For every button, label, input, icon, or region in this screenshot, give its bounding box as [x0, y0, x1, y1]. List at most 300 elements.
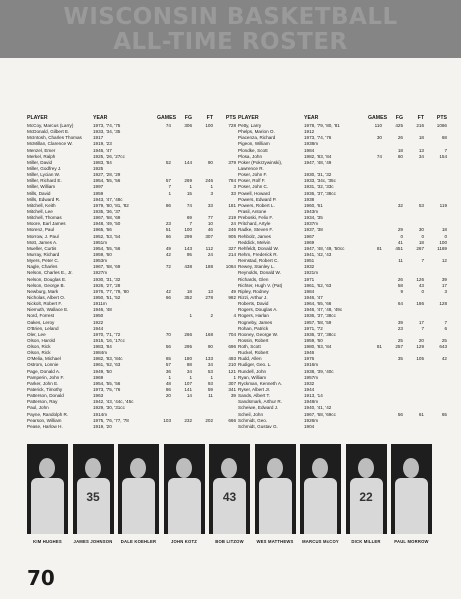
player-years: 1963: [93, 393, 104, 399]
player-name: Roth, Scott: [238, 344, 261, 350]
pts-value: 42: [441, 356, 447, 362]
pts-value: 4: [233, 313, 236, 319]
player-name: Ripley, Rodney: [238, 288, 269, 294]
player-years: 1967, '68, '69: [93, 215, 121, 221]
fg-value: 18: [397, 147, 403, 153]
player-years: 1952, '53, '54: [93, 233, 121, 239]
fg-value: 18: [186, 288, 192, 294]
ft-value: 90: [207, 344, 213, 350]
header-pts: PTS: [436, 115, 447, 121]
pts-value: 728: [228, 123, 236, 128]
player-jersey-shape: [395, 478, 428, 534]
player-name: Mitchell, Lee: [27, 208, 53, 214]
player-years: 1950: [93, 313, 104, 319]
games-value: 81: [376, 245, 382, 251]
player-name: Pamperin, John F.: [27, 374, 65, 380]
fg-value: 32: [397, 202, 403, 208]
photo-caption: PAUL MORROW: [394, 539, 429, 544]
player-head-shape: [403, 458, 419, 478]
ft-value: 7: [421, 325, 424, 331]
pts-value: 327: [228, 245, 236, 251]
player-name: O'Melia, Michael: [27, 356, 61, 362]
player-name: Rogers, Douglas A.: [238, 307, 278, 313]
fg-value: 143: [184, 245, 192, 251]
ft-value: 0: [421, 233, 424, 239]
games-value: 86: [165, 387, 171, 393]
games-value: 42: [165, 251, 171, 257]
player-years: 1946, '48: [93, 307, 112, 313]
player-years: 1929, '30, '31cc: [93, 405, 125, 411]
player-jersey-shape: [213, 478, 246, 534]
player-years: 1971: [304, 276, 315, 282]
fg-value: 100: [184, 227, 192, 233]
games-value: 81: [376, 344, 382, 350]
player-name: Phelps, Marion O.: [238, 129, 275, 135]
player-name: Radke, Steven F.: [238, 227, 273, 233]
ft-value: 53: [207, 368, 213, 374]
fg-value: 1: [189, 374, 192, 380]
player-years: 1944: [304, 387, 315, 393]
player-years: 1965, '66: [93, 227, 112, 233]
player-name: McCoy, Marcus (Larry): [27, 123, 74, 128]
games-value: 7: [168, 184, 171, 190]
fg-value: 257: [395, 344, 403, 350]
player-years: 1947, '48, '49, '50cc: [304, 245, 345, 251]
player-name: Rehfeldt, Donald W.: [238, 245, 279, 251]
games-value: 74: [376, 153, 382, 159]
player-name: Rudiger, Geo. L.: [238, 362, 272, 368]
player-name: Patterson, Ray: [27, 399, 58, 405]
player-years: 1936, '37, '38cc: [304, 190, 336, 196]
pts-value: 0: [444, 233, 447, 239]
player-head-shape: [221, 458, 237, 478]
player-name: Patterson, Donald: [27, 393, 64, 399]
games-value: 86: [165, 202, 171, 208]
player-years: 1925: [93, 165, 104, 171]
ft-value: 1: [210, 184, 213, 190]
player-name: Sandsmark, Arthur R.: [238, 399, 282, 405]
games-value: 1: [168, 374, 171, 380]
player-photo: [118, 444, 159, 534]
player-years: 1933, '34c, '35c: [304, 178, 336, 184]
pts-value: 6: [444, 325, 447, 331]
player-years: 1913, '14: [304, 393, 323, 399]
player-years: 1957, '58, '59: [304, 319, 332, 325]
player-name: Rehm, Frederick R.: [238, 251, 278, 257]
player-name: Olson, Harold: [27, 337, 56, 343]
player-name: Poker (Pokrzywinski),: [238, 159, 283, 165]
player-years: 1971, '72: [304, 325, 323, 331]
player-photo: [27, 444, 68, 534]
player-years: 1947, '48, '49: [304, 159, 332, 165]
ft-value: 278: [205, 294, 213, 300]
ft-value: 168: [205, 331, 213, 337]
roster-column-left: [27, 115, 245, 430]
fg-value: 34: [186, 368, 192, 374]
player-years: 1944: [93, 325, 104, 331]
games-value: 74: [165, 123, 171, 128]
player-name: Richter, Hugh V. (Pat): [238, 282, 283, 288]
player-name: Schmidt, Geo.: [238, 417, 268, 423]
player-years: 1961, '62, '63: [304, 282, 332, 288]
games-value: 110: [374, 123, 382, 128]
player-photo: [300, 444, 341, 534]
ft-value: 13: [418, 147, 424, 153]
player-years: 1949, '50: [93, 368, 112, 374]
player-years: 1959, '60: [304, 337, 323, 343]
jersey-number: 22: [359, 490, 373, 504]
player-name: Miller, Lycian W.: [27, 172, 61, 178]
player-years: 1967, '68, '69: [93, 264, 121, 270]
pts-value: 1064: [225, 264, 236, 270]
player-photo: [164, 444, 205, 534]
player-years: 1919, '23: [93, 141, 112, 147]
pts-value: 643: [439, 344, 447, 350]
header-ft: FT: [206, 115, 213, 121]
ft-value: 246: [205, 178, 213, 184]
header-games: GAMES: [157, 115, 177, 121]
pts-value: 1066: [436, 123, 447, 128]
player-years: 1937, '38: [304, 227, 323, 233]
player-years: 1978, '79, '80, '81: [304, 123, 340, 128]
player-name: Nelson, Charles E., Jr.: [27, 270, 73, 276]
pts-value: 121: [228, 368, 236, 374]
player-years: 1983, '84: [93, 159, 112, 165]
ft-value: 202: [205, 417, 213, 423]
player-name: Powell, Howard: [238, 190, 270, 196]
player-name: Mills, David: [27, 190, 51, 196]
player-years: 1954, '55, '56: [93, 380, 121, 386]
ft-value: 1: [210, 374, 213, 380]
player-years: 1946, '47: [304, 294, 323, 300]
fg-value: 15: [186, 190, 192, 196]
player-jersey-shape: [77, 478, 110, 534]
pts-value: 24: [230, 221, 236, 227]
player-years: 1982, '83, '84: [304, 153, 332, 159]
games-value: 49: [165, 245, 171, 251]
player-years: 1937m: [304, 221, 319, 227]
ft-value: 18: [418, 135, 424, 141]
player-years: 1948, '49, '50: [93, 221, 121, 227]
pts-value: 219: [228, 215, 236, 221]
fg-value: 266: [184, 331, 192, 337]
player-head-shape: [176, 458, 192, 478]
player-name: Paul, John: [27, 405, 49, 411]
pts-value: 100: [439, 239, 447, 245]
ft-value: 2: [210, 313, 213, 319]
header-ft: FT: [417, 115, 424, 121]
ft-value: 13: [207, 288, 213, 294]
ft-value: 20: [418, 337, 424, 343]
ft-value: 112: [205, 245, 213, 251]
player-name: Miller, Richard E.: [27, 178, 62, 184]
ft-value: 33: [207, 202, 213, 208]
photo-caption: JOHN KOTZ: [171, 539, 197, 544]
fg-value: 1: [189, 313, 192, 319]
fg-value: 69: [186, 215, 192, 221]
player-name: Rizzi, Arthur J.: [238, 294, 268, 300]
player-head-shape: [130, 458, 146, 478]
header-fg: FG: [395, 115, 403, 121]
table-row: [27, 424, 245, 430]
pts-value: 17: [441, 282, 447, 288]
player-name: Prasil, Antone: [238, 208, 267, 214]
player-name: Miller, William: [27, 184, 56, 190]
column-header-row: [27, 115, 245, 123]
games-value: 30: [376, 135, 382, 141]
ft-value: 105: [416, 356, 424, 362]
player-years: 1912: [304, 129, 315, 135]
ft-value: 307: [205, 233, 213, 239]
photo-caption: BOB LITZOW: [215, 539, 244, 544]
fg-value: 60: [397, 153, 403, 159]
games-value: 42: [165, 288, 171, 294]
player-name: Rundell, John: [238, 368, 267, 374]
header-year: YEAR: [304, 115, 319, 121]
player-years: 1943, '47, '48c: [93, 196, 123, 202]
pts-value: 49: [230, 288, 236, 294]
ft-value: 129: [416, 344, 424, 350]
fg-value: 25: [397, 337, 403, 343]
fg-value: 88: [186, 362, 192, 368]
fg-value: 438: [184, 264, 192, 270]
player-jersey-shape: [259, 478, 292, 534]
roster-rows-left: [27, 123, 245, 430]
pts-value: 982: [228, 294, 236, 300]
ft-value: 90: [207, 159, 213, 165]
fg-value: 144: [184, 159, 192, 165]
player-name: O'Brien, Leland: [27, 325, 59, 331]
fg-value: 232: [184, 417, 192, 423]
player-name: Mott, James A.: [27, 239, 58, 245]
player-name: Pease, Harlow H.: [27, 423, 63, 429]
pts-value: 341: [228, 387, 236, 393]
pts-value: 905: [228, 233, 236, 239]
player-years: 1925, '26, '27cc: [93, 153, 125, 159]
player-name: Roberts, David: [238, 301, 269, 307]
page-number: 70: [27, 566, 55, 590]
roster-column-right: [238, 115, 456, 430]
player-years: 1950, '51, '52: [93, 294, 121, 300]
pts-value: 3: [444, 288, 447, 294]
player-years: 1957m: [304, 374, 319, 380]
fg-value: 26: [397, 135, 403, 141]
player-name: Nelson, Douglas E.: [27, 276, 67, 282]
player-name: Plosa, John: [238, 153, 263, 159]
player-name: Rehbolz, James: [238, 233, 271, 239]
title-banner: [0, 0, 461, 58]
fg-value: 295: [184, 344, 192, 350]
player-name: Plondke, Scott: [238, 147, 268, 153]
player-name: Mitchell, Thomas: [27, 215, 62, 221]
ft-value: 133: [205, 356, 213, 362]
player-years: 1932: [304, 380, 315, 386]
player-years: 1984: [304, 147, 315, 153]
player-years: 1936, '37, '38cc: [304, 331, 336, 337]
player-jersey-shape: [122, 478, 155, 534]
player-name: Poser, John F.: [238, 172, 268, 178]
player-name: Petty, Larry: [238, 123, 262, 128]
player-years: 1932: [304, 264, 315, 270]
player-name: Parker, John E.: [27, 380, 59, 386]
player-name: Ryckman, Kenneth A.: [238, 380, 283, 386]
fg-value: 107: [184, 380, 192, 386]
ft-value: 34: [418, 153, 424, 159]
fg-value: 425: [395, 123, 403, 128]
ft-value: 7: [421, 258, 424, 264]
player-name: Oakes, Leroy: [27, 319, 55, 325]
ft-value: 0: [421, 288, 424, 294]
player-years: 1926, '27, '28: [93, 282, 121, 288]
player-years: 1976: [304, 356, 315, 362]
player-name: Rewey, Stanley L.: [238, 264, 275, 270]
fg-value: 29: [397, 227, 403, 233]
pts-value: 39: [230, 393, 236, 399]
player-years: 1973, '74, '76: [304, 135, 332, 141]
header-games: GAMES: [368, 115, 388, 121]
player-name: Morrow, J. Paul: [27, 233, 59, 239]
games-value: 66: [165, 233, 171, 239]
pts-value: 214: [228, 251, 236, 257]
banner-title-line1: WISCONSIN BASKETBALL: [63, 4, 398, 30]
player-name: Ruckel, Robert: [238, 350, 269, 356]
games-value: 36: [165, 368, 171, 374]
ft-value: 186: [416, 301, 424, 307]
player-name: Oler, Lee: [27, 331, 46, 337]
player-jersey-shape: [31, 478, 64, 534]
player-years: 1976, '77, '79, '80: [93, 288, 129, 294]
fg-value: 11: [398, 258, 403, 264]
player-years: 1935, '36, '37: [93, 208, 121, 214]
banner-title-line2: ALL-TIME ROSTER: [113, 29, 348, 55]
photo-caption-strip: [27, 539, 461, 547]
player-name: Pigeon, William: [238, 141, 270, 147]
player-name: Schmidt, Gustav G.: [238, 423, 278, 429]
player-name: Powers, Edward P.: [238, 196, 277, 202]
games-value: 56: [165, 344, 171, 350]
player-name: Paterick, Timothy: [27, 387, 63, 393]
player-name: Preboski, Felix F.: [238, 215, 273, 221]
player-name: Powers, Robert L.: [238, 202, 275, 208]
games-value: 23: [165, 221, 171, 227]
pts-value: 246: [228, 227, 236, 233]
player-name: Myers, Peter C.: [27, 258, 59, 264]
player-years: 1982, '83, '84c: [93, 356, 123, 362]
player-name: Olson, Rick: [27, 344, 51, 350]
games-value: 48: [165, 380, 171, 386]
player-years: 1959: [93, 190, 104, 196]
player-name: Rossin, Robert: [238, 337, 269, 343]
player-years: 1919, '20: [93, 423, 112, 429]
player-photo-strip: [27, 444, 461, 534]
player-name: Nagle, Charles: [27, 264, 58, 270]
player-years: 1914m: [93, 411, 108, 417]
player-years: 1927m: [93, 270, 108, 276]
fg-value: 141: [184, 387, 192, 393]
player-name: Mitchell, Keith: [27, 202, 56, 208]
photo-caption: DICK MILLER: [351, 539, 381, 544]
player-years: 1967, '68, '69cc: [304, 411, 336, 417]
player-name: Menzel, Emer: [27, 147, 56, 153]
player-name: McMillan, Clarence W.: [27, 141, 73, 147]
games-value: 52: [165, 159, 171, 165]
player-years: 1938: [304, 196, 315, 202]
player-head-shape: [312, 458, 328, 478]
player-name: McDonald, Gilbert E.: [27, 129, 70, 135]
player-name: Poser, John C.: [238, 184, 269, 190]
fg-value: 58: [397, 282, 403, 288]
player-years: 1926m: [304, 417, 319, 423]
player-years: 1973, '75, '76: [93, 387, 121, 393]
fg-value: 306: [184, 123, 192, 128]
pts-value: 12: [441, 258, 447, 264]
player-photo: [209, 444, 250, 534]
player-name: Mills, Edward R.: [27, 196, 61, 202]
games-value: 51: [165, 227, 171, 233]
fg-value: 74: [186, 202, 192, 208]
ft-value: 43: [418, 282, 424, 288]
pts-value: 379: [228, 159, 236, 165]
player-years: 1915, '16, '17cc: [93, 337, 125, 343]
ft-value: 93: [207, 380, 213, 386]
pts-value: 666: [228, 417, 236, 423]
fg-value: 1: [189, 184, 192, 190]
player-name: Reynolds, Donald W.: [238, 270, 281, 276]
pts-value: 696: [228, 344, 236, 350]
pts-value: 3: [233, 184, 236, 190]
ft-value: 34: [207, 362, 213, 368]
player-name: Nickolt, Robert F.: [27, 301, 62, 307]
player-years: 1916m: [304, 362, 319, 368]
ft-value: 30: [418, 227, 424, 233]
fg-value: 39: [397, 319, 403, 325]
header-fg: FG: [184, 115, 192, 121]
fg-value: 7: [189, 221, 192, 227]
pts-value: 307: [228, 380, 236, 386]
pts-value: 68: [441, 135, 447, 141]
player-name: Moore, Earl James: [27, 221, 66, 227]
player-name: Rudd, Allen: [238, 356, 262, 362]
player-years: 1954, '55, '56: [93, 178, 121, 184]
player-name: Piacenza, Richard: [238, 135, 276, 141]
player-name: Lawrence R.: [238, 165, 264, 171]
header-pts: PTS: [225, 115, 236, 121]
fg-value: 23: [397, 325, 403, 331]
header-year: YEAR: [93, 115, 108, 121]
player-years: 1911m: [93, 301, 107, 307]
player-years: 1943m: [304, 208, 319, 214]
pts-value: 33: [230, 190, 236, 196]
player-name: Nicholas, Albert O.: [27, 294, 66, 300]
player-years: 1946, '47: [93, 147, 112, 153]
ft-value: 3: [210, 190, 213, 196]
player-years: 1969: [93, 374, 104, 380]
player-years: 1984: [304, 288, 315, 294]
player-head-shape: [39, 458, 55, 478]
pts-value: 704: [228, 331, 236, 337]
ft-value: 24: [207, 251, 213, 257]
ft-value: 59: [207, 387, 213, 393]
player-years: 1973, '74, '75: [93, 123, 121, 128]
games-value: 70: [165, 331, 171, 337]
player-years: 1917: [93, 135, 104, 141]
player-name: Morenz, Paul: [27, 227, 55, 233]
fg-value: 451: [395, 245, 403, 251]
pts-value: 210: [228, 362, 236, 368]
player-years: 1959, '60: [93, 251, 112, 257]
fg-value: 35: [397, 356, 403, 362]
roster-rows-right: [238, 123, 456, 430]
